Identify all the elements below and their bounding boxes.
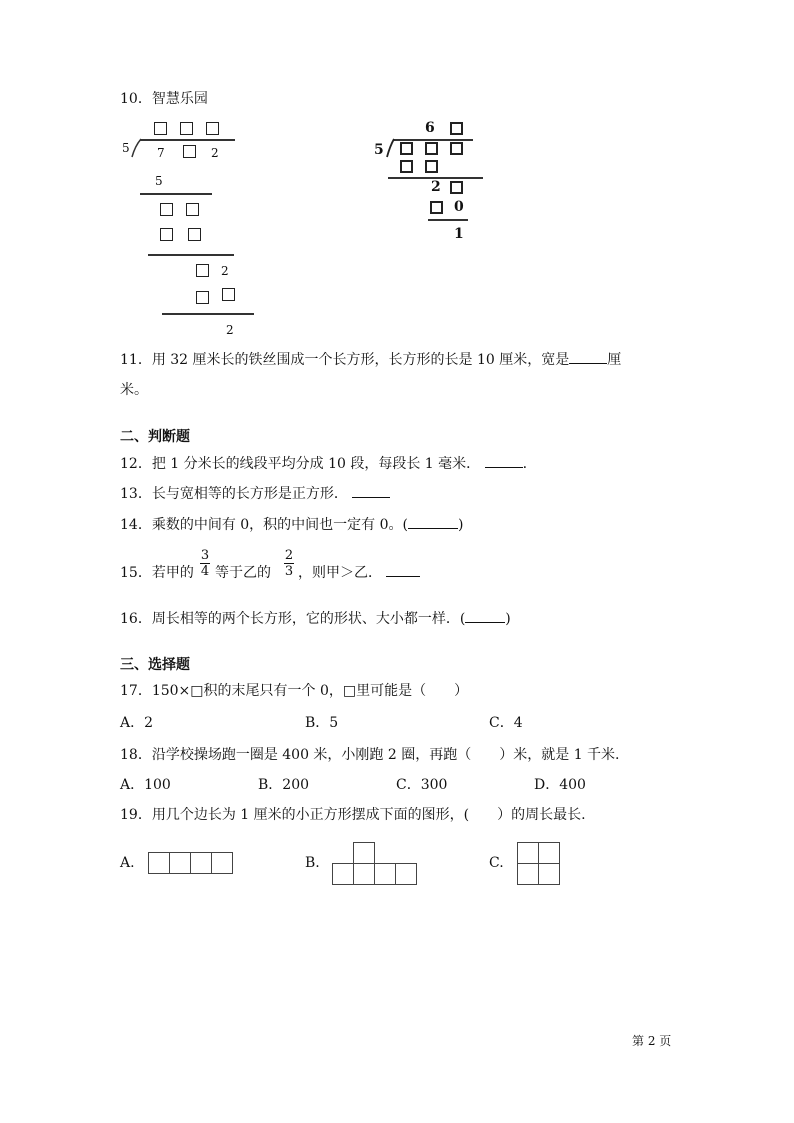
unit-square: [517, 842, 539, 864]
q16: [120, 609, 511, 629]
division-bar: [140, 139, 235, 141]
blank-box: [160, 228, 173, 241]
division-bracket: [386, 138, 396, 158]
blank-box: [400, 142, 413, 155]
q18-option-c[interactable]: C．300: [396, 777, 448, 793]
dividend-digit: 2: [211, 146, 219, 160]
denominator: 3: [284, 564, 294, 579]
blank-box: [430, 201, 443, 214]
remainder: 1: [454, 226, 464, 242]
blank-box: [188, 228, 201, 241]
q11-line1: [120, 350, 621, 370]
division-bar: [393, 139, 473, 141]
blank-box: [450, 181, 463, 194]
numerator: 2: [284, 548, 294, 563]
blank-box: [180, 122, 193, 135]
blank-box: [186, 203, 199, 216]
fraction: [284, 548, 294, 579]
blank-box: [425, 160, 438, 173]
answer-blank[interactable]: [386, 576, 420, 577]
blank-box: [425, 142, 438, 155]
q18-option-d[interactable]: D．400: [534, 777, 586, 793]
q17-option-b[interactable]: B．5: [305, 715, 339, 731]
division-bracket: [131, 138, 143, 158]
q11-unit: 厘: [607, 352, 622, 368]
fraction: [200, 548, 210, 579]
q14-text: 14．乘数的中间有 0，积的中间也一定有 0。(: [120, 517, 408, 533]
q13-text: 13．长与宽相等的长方形是正方形．: [120, 486, 348, 502]
q18-option-b[interactable]: B．200: [258, 777, 310, 793]
section-heading: 二、判断题: [120, 429, 190, 445]
divisor: 5: [374, 142, 384, 158]
blank-box: [400, 160, 413, 173]
remainder: 2: [226, 323, 234, 337]
answer-blank[interactable]: [465, 622, 505, 623]
q14-end: ): [458, 517, 464, 533]
answer-blank[interactable]: [485, 467, 523, 468]
blank-box: [206, 122, 219, 135]
q12: [120, 454, 527, 474]
unit-square: [538, 863, 560, 885]
unit-square: [517, 863, 539, 885]
unit-square: [190, 852, 212, 874]
q15-post: [298, 563, 420, 583]
q14: [120, 515, 463, 535]
unit-square: [353, 863, 375, 885]
q15-mid: 等于乙的: [215, 565, 271, 581]
blank-box: [450, 122, 463, 135]
blank-box: [196, 264, 209, 277]
q12-end: .: [522, 456, 528, 472]
q19-text: 19．用几个边长为 1 厘米的小正方形摆成下面的图形，( ）的周长最长.: [120, 807, 586, 823]
quotient-digit: 6: [425, 120, 435, 136]
blank-box: [183, 145, 196, 158]
unit-square: [538, 842, 560, 864]
blank-box: [450, 142, 463, 155]
q18-text: 18．沿学校操场跑一圈是 400 米，小刚跑 2 圈，再跑（ ）米，就是 1 千米.: [120, 747, 620, 763]
step-digit: 0: [454, 199, 464, 215]
step-line: [140, 193, 212, 195]
numerator: 3: [200, 548, 210, 563]
unit-square: [169, 852, 191, 874]
blank-box: [196, 291, 209, 304]
q17-option-a[interactable]: A．2: [120, 715, 154, 731]
unit-square: [148, 852, 170, 874]
unit-square: [395, 863, 417, 885]
section-heading: 三、选择题: [120, 657, 190, 673]
step-digit: 5: [155, 174, 163, 188]
step-line: [162, 313, 254, 315]
q19-option-b[interactable]: B.: [305, 855, 320, 871]
page-number: 第 2 页: [632, 1034, 672, 1048]
step-line: [148, 254, 234, 256]
q10-title: 10．智慧乐园: [120, 91, 208, 107]
blank-box: [154, 122, 167, 135]
unit-square: [353, 842, 375, 864]
unit-square: [374, 863, 396, 885]
dividend-digit: 7: [157, 146, 165, 160]
blank-box: [222, 288, 235, 301]
step-digit: 2: [221, 264, 229, 278]
q19-option-c[interactable]: C.: [489, 855, 504, 871]
answer-blank[interactable]: [352, 497, 390, 498]
step-digit: 2: [431, 179, 441, 195]
q19-option-a[interactable]: A.: [120, 855, 135, 871]
q17-option-c[interactable]: C．4: [489, 715, 523, 731]
q11-text: 11．用 32 厘米长的铁丝围成一个长方形，长方形的长是 10 厘米，宽是: [120, 352, 570, 368]
unit-square: [332, 863, 354, 885]
denominator: 4: [200, 564, 210, 579]
q13: [120, 484, 390, 504]
answer-blank[interactable]: [569, 363, 607, 364]
q15-pre: 15．若甲的: [120, 565, 194, 581]
q16-text: 16．周长相等的两个长方形，它的形状、大小都一样．(: [120, 611, 466, 627]
blank-box: [160, 203, 173, 216]
divisor: 5: [122, 141, 130, 155]
unit-square: [211, 852, 233, 874]
q11-line2: 米。: [120, 382, 148, 398]
q16-end: ): [505, 611, 511, 627]
q15-post-text: ，则甲＞乙．: [298, 565, 382, 581]
q18-option-a[interactable]: A．100: [120, 777, 171, 793]
step-line: [428, 219, 468, 221]
q12-text: 12．把 1 分米长的线段平均分成 10 段，每段长 1 毫米．: [120, 456, 481, 472]
q17-text: 17．150×□积的末尾只有一个 0，□里可能是（ ）: [120, 683, 469, 699]
answer-blank[interactable]: [408, 528, 458, 529]
